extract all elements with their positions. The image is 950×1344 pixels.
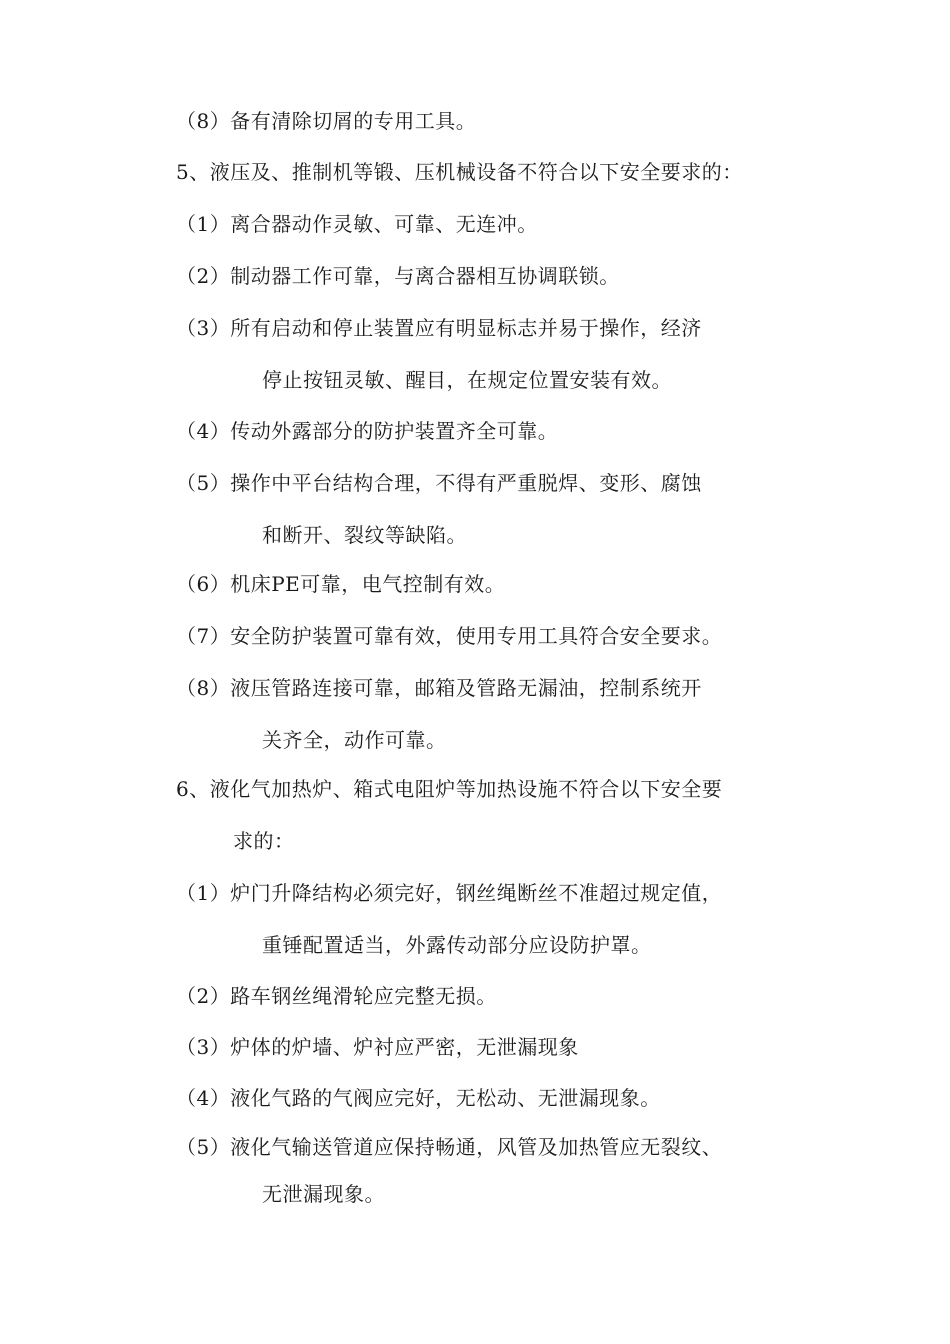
section-6-heading: 6、液化气加热炉、箱式电阻炉等加热设施不符合以下安全要 [176,777,723,801]
item-6-pe: （6）机床PE可靠，电气控制有效。 [176,572,506,596]
item-8-tool: （8）备有清除切屑的专用工具。 [176,109,477,133]
item-8-hydraulic: （8）液压管路连接可靠，邮箱及管路无漏油，控制系统开 [176,676,702,700]
item-8-continuation: 关齐全，动作可靠。 [262,728,447,752]
section-5-heading: 5、液压及、推制机等锻、压机械设备不符合以下安全要求的： [176,160,743,184]
item-1-clutch: （1）离合器动作灵敏、可靠、无连冲。 [176,212,538,236]
item-3-continuation: 停止按钮灵敏、醒目，在规定位置安装有效。 [262,368,672,392]
item-7-protection: （7）安全防护装置可靠有效，使用专用工具符合安全要求。 [176,624,723,648]
item-2-brake: （2）制动器工作可靠，与离合器相互协调联锁。 [176,264,620,288]
item-4-gas-valve: （4）液化气路的气阀应完好，无松动、无泄漏现象。 [176,1086,661,1110]
item-5-gas-pipe: （5）液化气输送管道应保持畅通，风管及加热管应无裂纹、 [176,1135,723,1159]
item-2-pulley: （2）路车钢丝绳滑轮应完整无损。 [176,984,497,1008]
item-3-furnace-wall: （3）炉体的炉墙、炉衬应严密，无泄漏现象 [176,1035,579,1059]
item-1-continuation: 重锤配置适当，外露传动部分应设防护罩。 [262,933,652,957]
item-5-continuation-b: 无泄漏现象。 [262,1182,385,1206]
item-5-continuation: 和断开、裂纹等缺陷。 [262,523,467,547]
section-6-continuation: 求的： [233,829,295,853]
item-5-platform: （5）操作中平台结构合理，不得有严重脱焊、变形、腐蚀 [176,471,702,495]
item-4-guard: （4）传动外露部分的防护装置齐全可靠。 [176,419,559,443]
item-1-furnace-door: （1）炉门升降结构必须完好，钢丝绳断丝不准超过规定值， [176,881,723,905]
item-3-start-stop: （3）所有启动和停止装置应有明显标志并易于操作，经济 [176,316,702,340]
